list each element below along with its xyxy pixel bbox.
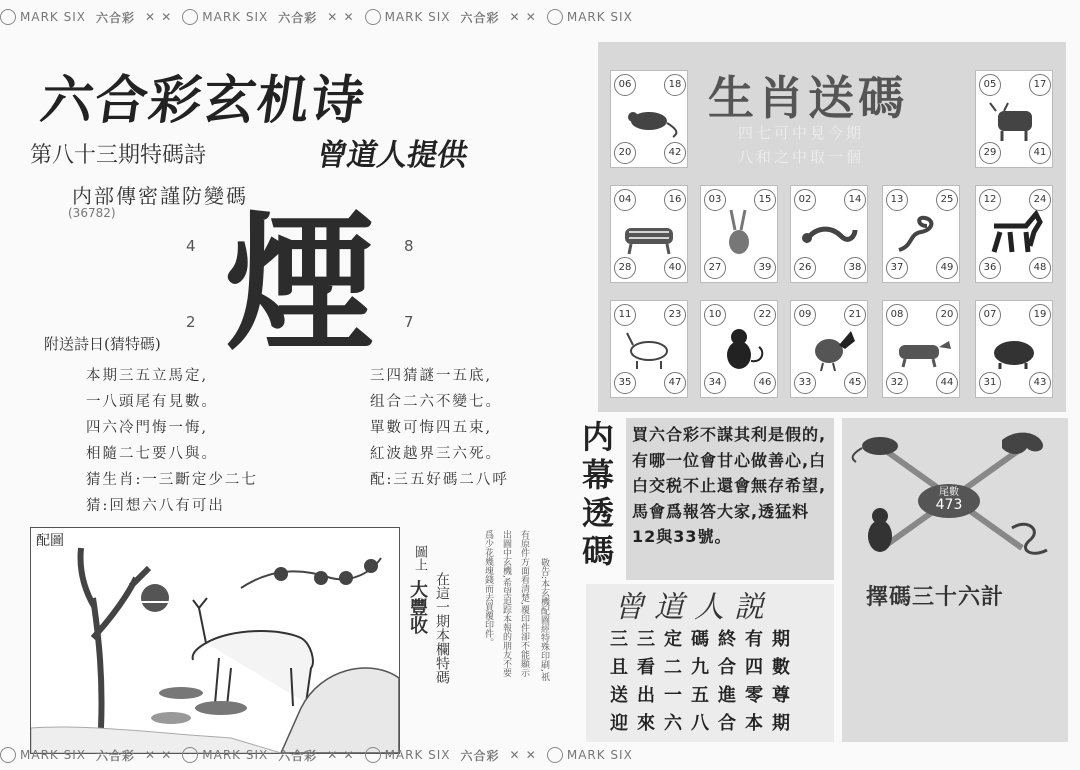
zodiac-number: 21	[844, 304, 866, 326]
zodiac-subline-1: 四七可中見今期	[738, 124, 865, 142]
corner-number-bottom-left: 2	[186, 313, 196, 331]
zodiac-number: 46	[754, 372, 776, 394]
insider-char: 透	[582, 494, 615, 532]
brand-cn-text: 六合彩	[278, 748, 318, 763]
zodiac-number: 37	[886, 257, 908, 279]
brand-segment	[365, 747, 451, 763]
zodiac-number: 08	[886, 304, 908, 326]
zodiac-card-monkey	[700, 300, 778, 398]
zodiac-number: 14	[844, 189, 866, 211]
zodiac-number: 20	[936, 304, 958, 326]
note-column-1: 有原件方面看清楚,覆印件卻不能顯示	[519, 530, 529, 677]
brand-text: MARK SIX	[20, 748, 86, 762]
insider-char: 内	[582, 418, 615, 456]
zodiac-card-ox	[975, 70, 1053, 168]
illustration-frame	[30, 527, 400, 754]
zodiac-number: 34	[704, 372, 726, 394]
deer-scene-illustration	[31, 528, 399, 753]
brand-segment	[547, 747, 633, 763]
zodiac-number: 10	[704, 304, 726, 326]
brand-segment	[182, 747, 268, 763]
corner-number-top-left: 4	[186, 237, 196, 255]
poem-line: 配:三五好碼二八呼	[370, 472, 509, 488]
zodiac-number: 49	[936, 257, 958, 279]
zodiac-number: 22	[754, 304, 776, 326]
insider-char: 幕	[582, 456, 615, 494]
note-column-3: 爲少花幾塊錢而去買覆印件。	[483, 530, 493, 647]
cross-icon: ✕ ✕	[327, 748, 355, 762]
brand-segment	[0, 747, 86, 763]
poem-line: 紅波越界三六死。	[370, 446, 502, 462]
cross-icon: ✕ ✕	[509, 748, 537, 762]
poem-line: 三四猜謎一五底,	[370, 368, 493, 384]
zodiac-number: 11	[614, 304, 636, 326]
caption-big: 大豐收	[407, 580, 428, 634]
tseng-line: 且看二九合四數	[610, 657, 799, 678]
zodiac-number: 35	[614, 372, 636, 394]
brand-segment	[0, 9, 86, 25]
zodiac-subline-2: 八和之中取一個	[738, 148, 865, 166]
zodiac-number: 15	[754, 189, 776, 211]
brand-segment	[365, 9, 451, 25]
zodiac-card-goat	[610, 300, 688, 398]
mark-six-logo-icon	[365, 747, 381, 763]
note-column-2: 出圖中玄機,希望追踪本報的朋友不要	[501, 530, 511, 677]
zodiac-number: 29	[979, 142, 1001, 164]
mark-six-logo-icon	[547, 747, 563, 763]
brand-cn-text: 六合彩	[278, 10, 318, 25]
zodiac-number: 09	[794, 304, 816, 326]
zodiac-number: 16	[664, 189, 686, 211]
zodiac-number: 07	[979, 304, 1001, 326]
zodiac-number: 24	[1029, 189, 1051, 211]
poem-line: 四六冷門悔一悔,	[86, 420, 209, 436]
insider-text: 買六合彩不謀其利是假的,有哪一位會甘心做善心,白白交税不止還會無存希望,馬會爲報答大家,透猛料12與33號。	[632, 425, 827, 546]
brand-text: MARK SIX	[202, 10, 269, 24]
zodiac-number: 32	[886, 372, 908, 394]
mark-six-logo-icon	[182, 9, 198, 25]
brand-cn-text: 六合彩	[460, 10, 500, 25]
zodiac-number: 47	[664, 372, 686, 394]
brand-segment	[547, 9, 633, 25]
zodiac-card-dragon	[790, 185, 868, 283]
insider-char: 碼	[582, 532, 615, 570]
zodiac-number: 13	[886, 189, 908, 211]
tail-number-badge	[918, 484, 980, 518]
brand-segment-cn	[461, 747, 500, 764]
zodiac-card-pig	[975, 300, 1053, 398]
zodiac-number: 05	[979, 74, 1001, 96]
brand-segment-cn	[278, 9, 317, 26]
badge-label: 尾數	[939, 487, 959, 498]
zodiac-number: 39	[754, 257, 776, 279]
badge-value: 473	[935, 497, 963, 513]
zodiac-card-dog	[882, 300, 960, 398]
bottom-brand-bar	[0, 742, 1080, 768]
provided-by: 曾道人提供	[314, 138, 471, 173]
zodiac-number: 38	[844, 257, 866, 279]
zodiac-number: 12	[979, 189, 1001, 211]
tseng-line: 三三定碼終有期	[610, 629, 799, 650]
brand-text: MARK SIX	[384, 748, 451, 762]
zodiac-title: 生肖送碼	[708, 71, 908, 125]
zodiac-number: 33	[794, 372, 816, 394]
verse-label: 附送詩日(猜特碼)	[44, 335, 161, 353]
poem-line: 一八頭尾有見數。	[86, 394, 218, 410]
cross-icon: ✕ ✕	[509, 10, 537, 24]
brand-segment	[182, 9, 268, 25]
zodiac-card-horse	[975, 185, 1053, 283]
tseng-line: 迎來六八合本期	[610, 713, 799, 734]
tseng-title: 曾道人説	[614, 590, 774, 625]
zodiac-number: 31	[979, 372, 1001, 394]
poem-line: 组合二六不變七。	[370, 394, 502, 410]
zodiac-card-snake	[882, 185, 960, 283]
brand-segment-cn	[461, 9, 500, 26]
brand-text: MARK SIX	[202, 748, 269, 762]
cross-icon: ✕ ✕	[144, 748, 173, 762]
zodiac-number: 25	[936, 189, 958, 211]
poem-line: 本期三五立馬定,	[86, 368, 209, 384]
zodiac-number: 19	[1029, 304, 1051, 326]
zodiac-number: 43	[1029, 372, 1051, 394]
brand-cn-text: 六合彩	[95, 748, 135, 763]
brand-text: MARK SIX	[566, 10, 633, 24]
brand-text: MARK SIX	[566, 748, 633, 762]
brand-text: MARK SIX	[384, 10, 451, 24]
zodiac-number: 28	[614, 257, 636, 279]
cross-icon: ✕ ✕	[327, 10, 355, 24]
zodiac-number: 23	[664, 304, 686, 326]
poem-line: 猜:回想六八有可出	[86, 498, 225, 514]
zodiac-number: 18	[664, 74, 686, 96]
zodiac-number: 40	[664, 257, 686, 279]
issue-code: (36782)	[68, 206, 116, 220]
poem-left	[86, 363, 258, 519]
stratagem-title: 擇碼三十六計	[866, 585, 1005, 610]
issue-label: 第八十三期特碼詩	[30, 143, 207, 168]
zodiac-number: 48	[1029, 257, 1051, 279]
mark-six-logo-icon	[0, 9, 16, 25]
zodiac-number: 44	[936, 372, 958, 394]
brand-segment-cn	[278, 747, 317, 764]
zodiac-number: 26	[794, 257, 816, 279]
zodiac-number: 42	[664, 142, 686, 164]
brand-segment-cn	[96, 9, 135, 26]
poem-line: 猜生肖:一三斷定少二七	[86, 472, 258, 488]
zodiac-number: 20	[614, 142, 636, 164]
zodiac-card-rooster	[790, 300, 868, 398]
corner-number-top-right: 8	[404, 237, 414, 255]
riddle-character: 煙	[225, 198, 376, 372]
poem-line: 相隨二七要八與。	[86, 446, 218, 462]
zodiac-number: 06	[614, 74, 636, 96]
zodiac-number: 04	[614, 189, 636, 211]
mark-six-logo-icon	[365, 9, 381, 25]
poem-line: 單數可悔四五束,	[370, 420, 493, 436]
brand-segment-cn	[96, 747, 135, 764]
page-title: 六合彩玄机诗	[37, 70, 370, 131]
caption-top: 圖上	[412, 545, 427, 571]
brand-cn-text: 六合彩	[95, 10, 135, 25]
zodiac-number: 41	[1029, 142, 1051, 164]
poem-right	[370, 363, 509, 493]
zodiac-card-rabbit	[700, 185, 778, 283]
zodiac-card-rat	[610, 70, 688, 168]
mark-six-logo-icon	[182, 747, 198, 763]
zodiac-number: 45	[844, 372, 866, 394]
mark-six-logo-icon	[0, 747, 16, 763]
corner-number-bottom-right: 7	[404, 313, 414, 331]
brand-text: MARK SIX	[20, 10, 86, 24]
zodiac-number: 03	[704, 189, 726, 211]
cross-icon: ✕ ✕	[144, 10, 173, 24]
insider-line: 内部傳密謹防變碼	[72, 184, 248, 208]
top-brand-bar	[0, 4, 1080, 30]
zodiac-number: 17	[1029, 74, 1051, 96]
brand-cn-text: 六合彩	[460, 748, 500, 763]
mark-six-logo-icon	[547, 9, 563, 25]
caption-column: 在這一期本欄特碼	[434, 572, 450, 684]
illustration-label: 配圖	[36, 533, 64, 549]
zodiac-number: 27	[704, 257, 726, 279]
zodiac-number: 02	[794, 189, 816, 211]
zodiac-card-tiger	[610, 185, 688, 283]
insider-heading	[582, 418, 628, 578]
zodiac-number: 36	[979, 257, 1001, 279]
note-column-4: 敬告:本玄機配圖經特殊印刷,祇	[539, 558, 549, 681]
tseng-line: 送出一五進零尊	[610, 685, 799, 706]
